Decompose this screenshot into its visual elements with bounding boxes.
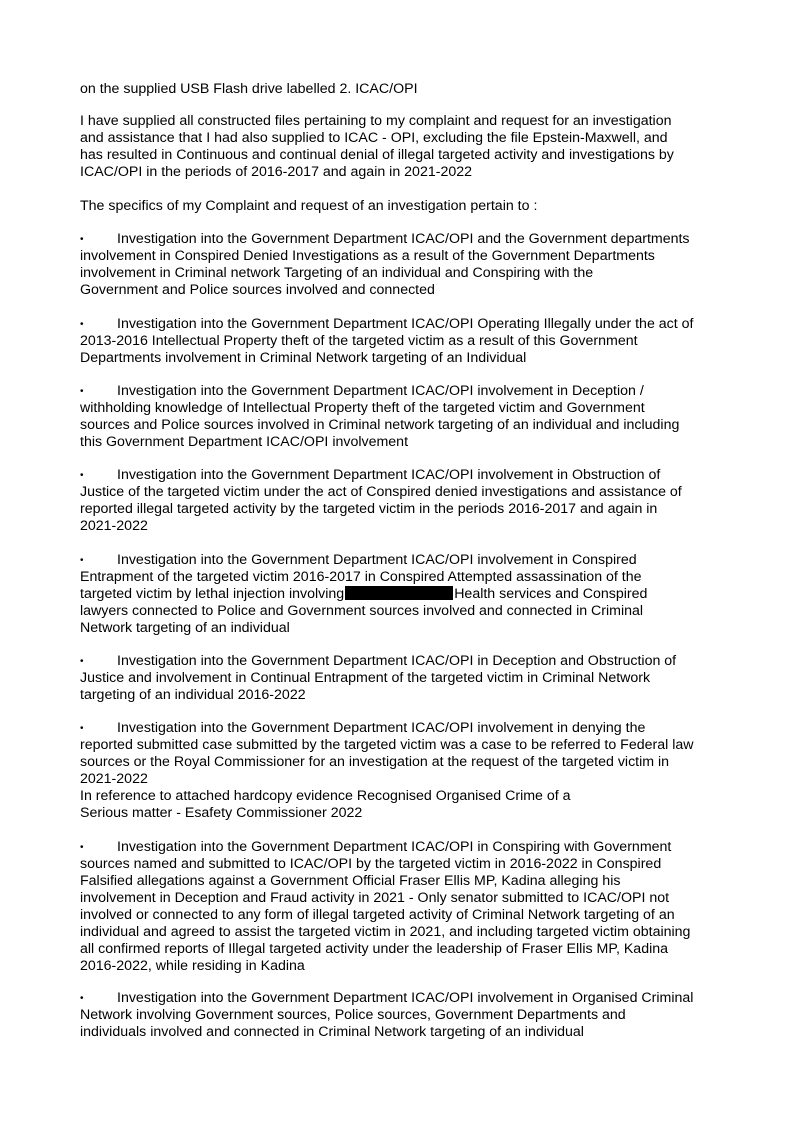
text-line: 2021-2022 [80, 518, 148, 534]
text-line: sources and Police sources involved in Criminal network targeting of an individual and including [80, 417, 680, 433]
text-line: Departments involvement in Criminal Network targeting of an Individual [80, 350, 527, 366]
text-line: Justice and involvement in Continual Entrapment of the targeted victim in Criminal Network [80, 670, 651, 686]
text-line: sources or the Royal Commissioner for an investigation at the request of the targeted victim in [80, 754, 670, 770]
redaction-block [345, 586, 453, 600]
list-item [80, 316, 693, 367]
text-line: reported submitted case submitted by the targeted victim was a case to be referred to Federal law [80, 737, 694, 753]
bullet-icon: • [80, 555, 84, 566]
text-line: 2021-2022 [80, 771, 148, 787]
bullet-first-line: • Investigation into the Government Department ICAC/OPI involvement in Deception / [80, 383, 644, 399]
bullet-icon: • [80, 470, 84, 481]
specifics-heading [80, 198, 537, 215]
list-item [80, 839, 690, 975]
bullet-first-line: • Investigation into the Government Department ICAC/OPI involvement in denying the [80, 720, 646, 736]
text-line: In reference to attached hardcopy evidence Recognised Organised Crime of a [80, 788, 571, 804]
text-line: Falsified allegations against a Government Official Fraser Ellis MP, Kadina alleging his [80, 873, 621, 889]
text-line: involvement in Criminal network Targeting of an individual and Conspiring with the [80, 265, 594, 281]
list-item [80, 552, 647, 637]
text-line: ICAC/OPI in the periods of 2016-2017 and again in 2021-2022 [80, 164, 473, 180]
list-item [80, 720, 694, 822]
bullet-first-line: • Investigation into the Government Department ICAC/OPI involvement in Organised Criminal [80, 990, 694, 1006]
text-line: The specifics of my Complaint and request of an investigation pertain to : [80, 198, 538, 214]
text-line: reported illegal targeted activity by the targeted victim in the periods 2016-2017 and again in [80, 501, 658, 517]
text-line: Justice of the targeted victim under the act of Conspired denied investigations and assistance of [80, 484, 682, 500]
intro-line [80, 81, 418, 98]
text-line: withholding knowledge of Intellectual Property theft of the targeted victim and Government [80, 400, 645, 416]
bullet-icon: • [80, 656, 84, 667]
bullet-first-line: • Investigation into the Government Department ICAC/OPI in Deception and Obstruction of [80, 653, 677, 669]
bullet-icon: • [80, 993, 84, 1004]
list-item [80, 383, 679, 451]
text-line: Network targeting of an individual [80, 620, 290, 636]
bullet-icon: • [80, 723, 84, 734]
text-line: targeting of an individual 2016-2022 [80, 687, 306, 703]
text-line: lawyers connected to Police and Government sources involved and connected in Criminal [80, 603, 644, 619]
bullet-first-line: • Investigation into the Government Department ICAC/OPI Operating Illegally under the act of [80, 316, 694, 332]
list-item [80, 467, 682, 535]
text-line: on the supplied USB Flash drive labelled 2. ICAC/OPI [80, 81, 418, 97]
text-line: I have supplied all constructed files pertaining to my complaint and request for an investigation [80, 113, 672, 129]
intro-paragraph [80, 113, 674, 181]
text-line: all confirmed reports of Illegal targeted activity under the leadership of Fraser Ellis MP, Kadina [80, 941, 669, 957]
text-line: this Government Department ICAC/OPI involvement [80, 434, 409, 450]
bullet-first-line: • Investigation into the Government Department ICAC/OPI involvement in Conspired [80, 552, 637, 568]
text-line: Entrapment of the targeted victim 2016-2017 in Conspired Attempted assassination of the [80, 569, 642, 585]
list-item [80, 653, 676, 704]
list-item [80, 990, 693, 1041]
bullet-icon: • [80, 319, 84, 330]
text-line: Network involving Government sources, Police sources, Government Departments and [80, 1007, 626, 1023]
bullet-first-line: • Investigation into the Government Department ICAC/OPI and the Government departments [80, 231, 690, 247]
text-line: has resulted in Continuous and continual denial of illegal targeted activity and investigations by [80, 147, 674, 163]
text-line: 2016-2022, while residing in Kadina [80, 958, 305, 974]
bullet-icon: • [80, 842, 84, 853]
text-line: involved or connected to any form of illegal targeted activity of Criminal Network targeting of an [80, 907, 675, 923]
bullet-first-line: • Investigation into the Government Department ICAC/OPI involvement in Obstruction of [80, 467, 661, 483]
text-line: involvement in Conspired Denied Investigations as a result of the Government Departments [80, 248, 655, 264]
redacted-line: targeted victim by lethal injection involving Health services and Conspired [80, 586, 648, 602]
bullet-first-line: • Investigation into the Government Department ICAC/OPI in Conspiring with Government [80, 839, 672, 855]
bullet-icon: • [80, 386, 84, 397]
bullet-icon: • [80, 234, 84, 245]
text-line: 2013-2016 Intellectual Property theft of the targeted victim as a result of this Government [80, 333, 638, 349]
text-line: involvement in Deception and Fraud activity in 2021 - Only senator submitted to ICAC/OPI not [80, 890, 670, 906]
text-line: Government and Police sources involved and connected [80, 282, 435, 298]
text-line: individuals involved and connected in Criminal Network targeting of an individual [80, 1024, 584, 1040]
text-line: sources named and submitted to ICAC/OPI by the targeted victim in 2016-2022 in Conspired [80, 856, 662, 872]
text-line: Serious matter - Esafety Commissioner 2022 [80, 805, 363, 821]
text-line: and assistance that I had also supplied to ICAC - OPI, excluding the file Epstein-Maxwell, and [80, 130, 668, 146]
list-item [80, 231, 690, 299]
text-line: individual and agreed to assist the targeted victim in 2021, and including targeted victim obtaining [80, 924, 691, 940]
